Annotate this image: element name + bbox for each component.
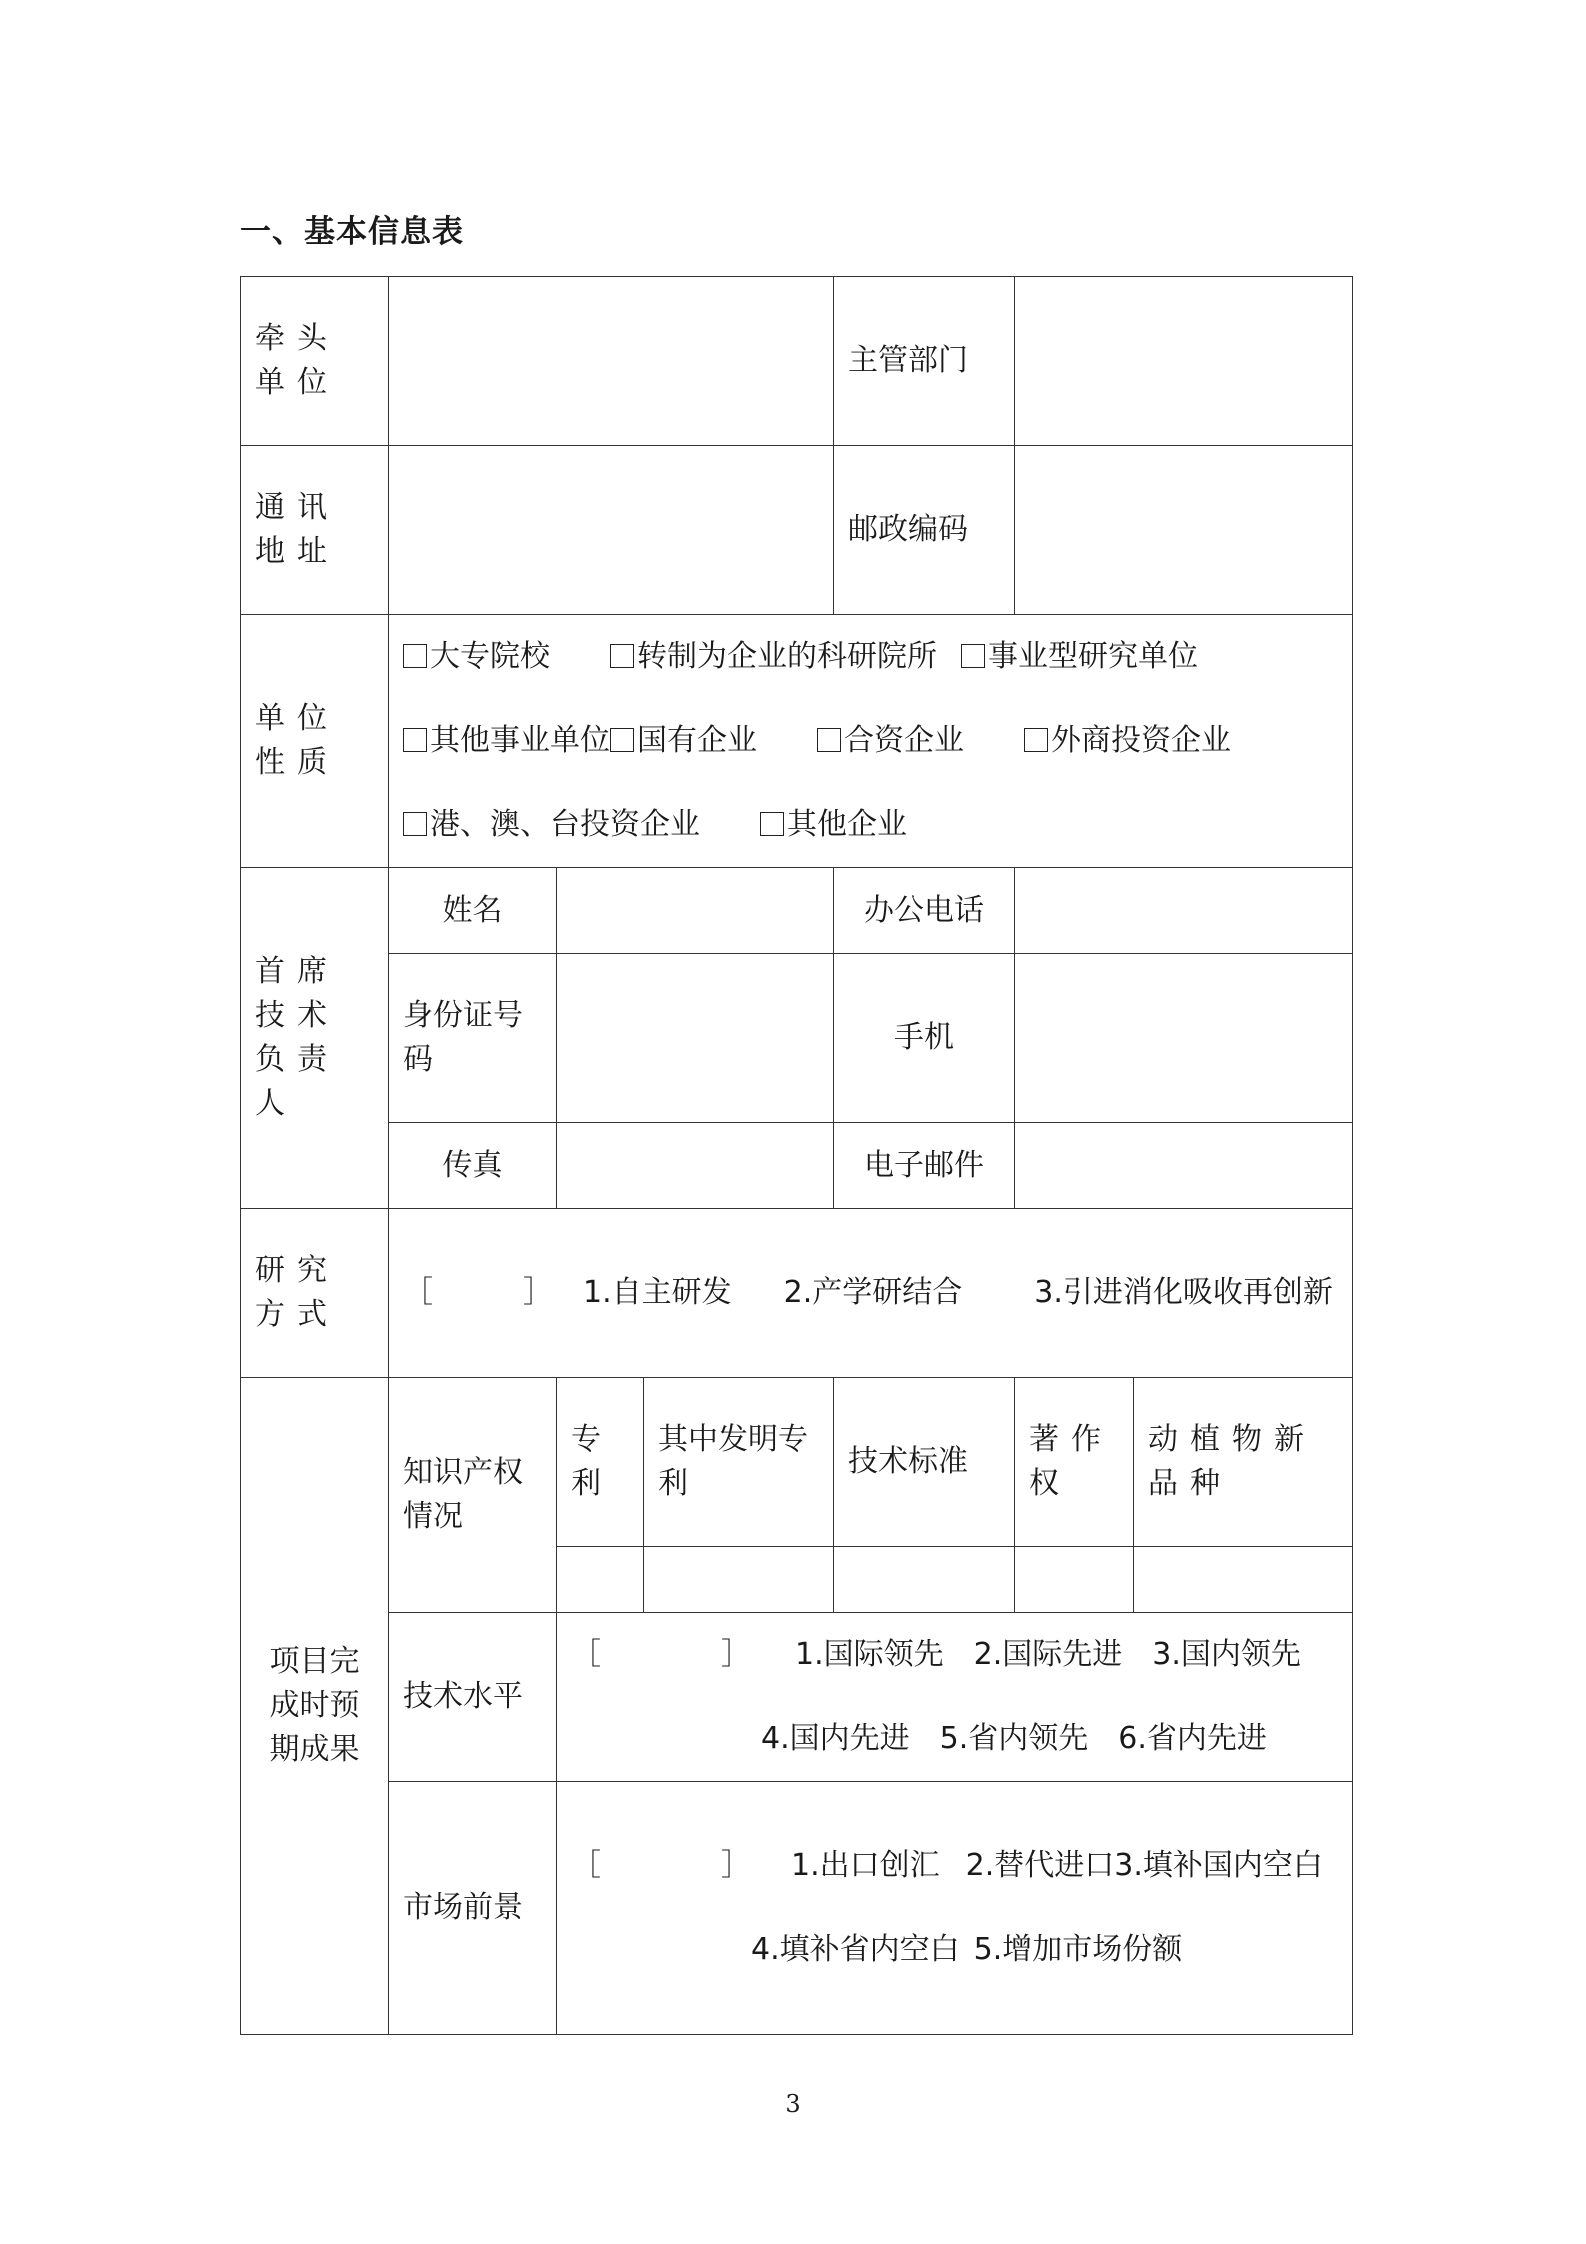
option-label: 2.替代进口: [965, 1848, 1115, 1883]
checkbox-icon[interactable]: [403, 728, 427, 752]
address-label: 通讯地址: [241, 446, 389, 615]
ip-label: 知识产权情况: [389, 1378, 557, 1613]
invention-field[interactable]: [644, 1547, 834, 1613]
varieties-field[interactable]: [1134, 1547, 1353, 1613]
ip-col-standard: 技术标准: [834, 1378, 1015, 1547]
address-field[interactable]: [389, 446, 834, 615]
option-label: 其他企业: [787, 807, 907, 842]
tech-level-label: 技术水平: [389, 1613, 557, 1782]
research-bracket[interactable]: ［ ］: [403, 1275, 553, 1310]
option-label: 3.引进消化吸收再创新: [1034, 1275, 1333, 1310]
name-field[interactable]: [557, 868, 834, 954]
market-label: 市场前景: [389, 1782, 557, 2035]
ip-col-invention: 其中发明专利: [644, 1378, 834, 1547]
checkbox-icon[interactable]: [760, 812, 784, 836]
checkbox-icon[interactable]: [1024, 728, 1048, 752]
unit-nature-options: [389, 615, 1353, 868]
option-label: 事业型研究单位: [988, 639, 1198, 674]
mobile-field[interactable]: [1015, 954, 1353, 1123]
ip-col-patent: 专利: [557, 1378, 644, 1547]
option-label: 4.国内先进: [761, 1721, 910, 1756]
supervisor-field[interactable]: [1015, 277, 1353, 446]
option-label: 2.国际先进: [973, 1637, 1123, 1672]
option-label: 大专院校: [430, 639, 550, 674]
fax-field[interactable]: [557, 1123, 834, 1209]
option-label: 1.国际领先: [795, 1637, 944, 1672]
postcode-field[interactable]: [1015, 446, 1353, 615]
page-title: 一、基本信息表: [240, 214, 464, 250]
copyright-field[interactable]: [1015, 1547, 1134, 1613]
option-label: 2.产学研结合: [783, 1275, 963, 1310]
checkbox-icon[interactable]: [403, 812, 427, 836]
option-label: 港、澳、台投资企业: [430, 807, 700, 842]
option-label: 4.填补省内空白: [751, 1932, 960, 1967]
research-options: [389, 1209, 1353, 1378]
basic-info-table: [240, 276, 1353, 2035]
tech-level-options: [557, 1613, 1353, 1782]
option-label: 3.国内领先: [1152, 1637, 1301, 1672]
option-label: 国有企业: [637, 723, 757, 758]
postcode-label: 邮政编码: [834, 446, 1015, 615]
checkbox-icon[interactable]: [610, 728, 634, 752]
checkbox-icon[interactable]: [403, 644, 427, 668]
email-field[interactable]: [1015, 1123, 1353, 1209]
option-label: 5.增加市场份额: [973, 1932, 1183, 1967]
unit-nature-label: 单位性质: [241, 615, 389, 868]
standard-field[interactable]: [834, 1547, 1015, 1613]
patent-field[interactable]: [557, 1547, 644, 1613]
lead-unit-label: 牵头单位: [241, 277, 389, 446]
option-label: 6.省内先进: [1118, 1721, 1267, 1756]
research-label: 研究方式: [241, 1209, 389, 1378]
option-label: 1.出口创汇: [791, 1848, 940, 1883]
chief-label: 首席技术负责人: [241, 868, 389, 1209]
lead-unit-field[interactable]: [389, 277, 834, 446]
mobile-label: 手机: [834, 954, 1015, 1123]
outcome-label: 项目完成时预期成果: [241, 1378, 389, 2035]
id-label: 身份证号码: [389, 954, 557, 1123]
checkbox-icon[interactable]: [961, 644, 985, 668]
option-label: 外商投资企业: [1051, 723, 1231, 758]
id-field[interactable]: [557, 954, 834, 1123]
option-label: 5.省内领先: [939, 1721, 1089, 1756]
office-phone-label: 办公电话: [834, 868, 1015, 954]
option-label: 3.填补国内空白: [1114, 1848, 1323, 1883]
market-bracket[interactable]: ［ ］: [571, 1848, 751, 1883]
checkbox-icon[interactable]: [817, 728, 841, 752]
option-label: 转制为企业的科研院所: [637, 639, 937, 674]
market-options: [557, 1782, 1353, 2035]
ip-col-varieties: 动植物新品种: [1134, 1378, 1353, 1547]
office-phone-field[interactable]: [1015, 868, 1353, 954]
fax-label: 传真: [389, 1123, 557, 1209]
email-label: 电子邮件: [834, 1123, 1015, 1209]
page-number: 3: [785, 2090, 801, 2118]
option-label: 其他事业单位: [430, 723, 610, 758]
option-label: 1.自主研发: [583, 1275, 732, 1310]
checkbox-icon[interactable]: [610, 644, 634, 668]
ip-col-copyright: 著作权: [1015, 1378, 1134, 1547]
option-label: 合资企业: [844, 723, 964, 758]
supervisor-label: 主管部门: [834, 277, 1015, 446]
tech-level-bracket[interactable]: ［ ］: [571, 1637, 751, 1672]
name-label: 姓名: [389, 868, 557, 954]
